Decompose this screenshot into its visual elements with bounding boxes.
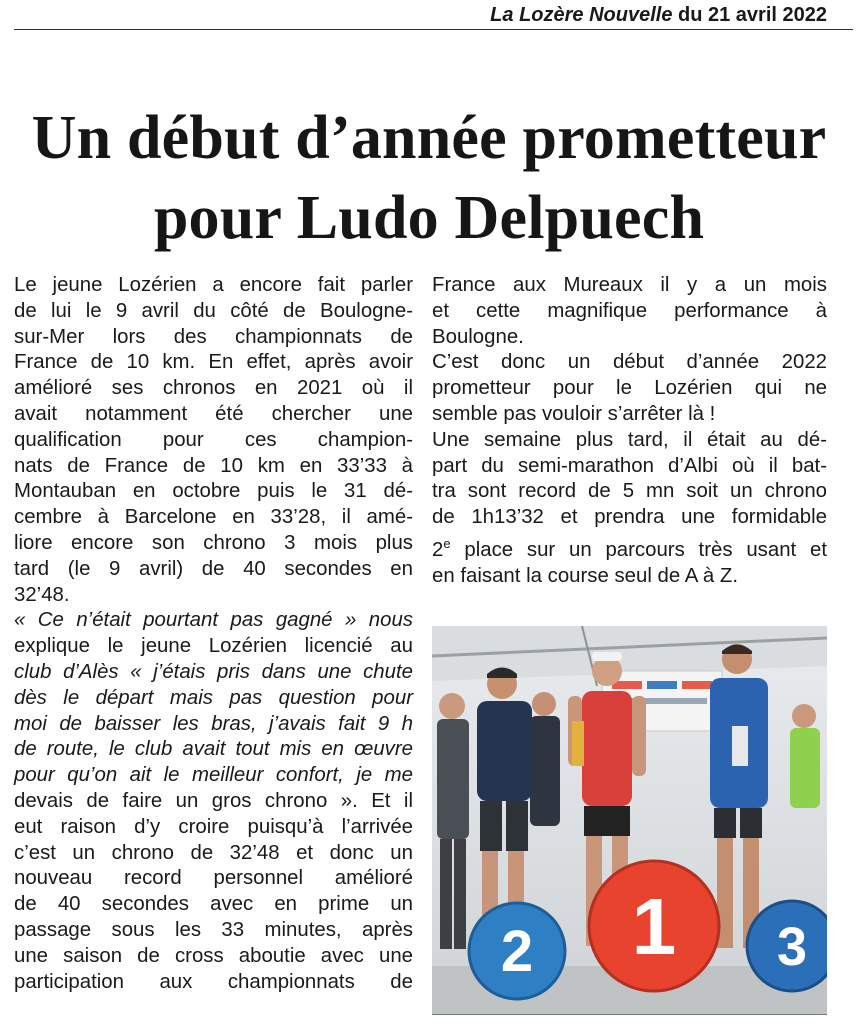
publication-date: du 21 avril 2022: [672, 4, 827, 26]
text-line: eut raison d’y croire puisqu’à l’arrivée: [14, 815, 413, 838]
text-line: avait notamment été chercher une: [14, 402, 413, 425]
header-rule: [14, 29, 853, 30]
quote-line: club d’Alès « j’étais pris dans une chute: [14, 660, 413, 683]
text-line: tard (le 9 avril) de 40 secondes en: [14, 557, 413, 580]
podium-photo: [432, 626, 827, 1015]
header: [490, 4, 827, 27]
quote-line: dès le départ mais pas question pour: [14, 686, 413, 709]
quote-line: pour qu’on ait le meilleur confort, je me: [14, 764, 413, 787]
text-line: part du semi-marathon d’Albi où il bat-: [432, 454, 827, 477]
text-line: tra sont record de 5 mn soit un chrono: [432, 480, 827, 503]
text-line: participation aux championnats de: [14, 970, 413, 993]
text-line: de lui le 9 avril du côté de Boulogne-: [14, 299, 413, 322]
text-line: [432, 531, 827, 564]
text-line: devais de faire un gros chrono ». Et il: [14, 789, 413, 812]
quote-line: moi de baisser les bras, j’avais fait 9 h: [14, 712, 413, 735]
text-fragment: place sur un parcours très usant et: [450, 538, 827, 561]
article-right-column: [432, 273, 827, 589]
text-line: passage sous les 33 minutes, après: [14, 918, 413, 941]
text-line: semble pas vouloir s’arrêter là !: [432, 402, 716, 425]
podium-first-label: 1: [631, 882, 677, 971]
title-line-2: pour Ludo Delpuech: [153, 184, 705, 252]
text-line: nouveau record personnel amélioré: [14, 867, 413, 890]
text-line: et cette magnifique performance à: [432, 299, 827, 322]
article-left-column: [14, 273, 413, 995]
text-line: de 1h13’32 et prendra une formidable: [432, 506, 827, 529]
title-line-1: Un début d’année prometteur: [31, 104, 827, 172]
text-line: liore encore son chrono 3 mois plus: [14, 531, 413, 554]
text-line: Le jeune Lozérien a encore fait parler: [14, 274, 413, 296]
podium-second: [469, 903, 565, 999]
podium-third: [747, 901, 827, 991]
podium-second-label: 2: [500, 919, 534, 984]
text-line: une saison de cross aboutie avec une: [14, 944, 413, 967]
text-line: explique le jeune Lozérien licencié au: [14, 635, 413, 658]
quote-line: de route, le club avait tout mis en œuvre: [14, 738, 413, 761]
text-line: Boulogne.: [432, 325, 524, 348]
publication-name: La Lozère Nouvelle: [490, 4, 673, 26]
text-line: C’est donc un début d’année 2022: [432, 351, 827, 374]
text-line: amélioré ses chronos en 2021 où il: [14, 377, 413, 400]
ordinal-suffix: e: [443, 535, 451, 551]
text-line: France de 10 km. En effet, après avoir: [14, 351, 413, 374]
text-line: c’est un chrono de 32’48 et donc un: [14, 841, 413, 864]
podium-photo-illustration: [432, 626, 827, 1014]
text-line: Montauban en octobre puis le 31 dé-: [14, 480, 413, 503]
article-title: [14, 98, 844, 258]
text-line: sur-Mer lors des championnats de: [14, 325, 413, 348]
text-line: nats de France de 10 km en 33’33 à: [14, 454, 413, 477]
text-line: 32’48.: [14, 583, 70, 606]
ordinal-number: 2: [432, 538, 444, 561]
podium-third-label: 3: [776, 917, 808, 977]
text-line: France aux Mureaux il y a un mois: [432, 274, 827, 296]
podium-first: [589, 861, 719, 991]
text-line: de 40 secondes avec en prime un: [14, 893, 413, 916]
text-line: en faisant la course seul de A à Z.: [432, 564, 739, 587]
text-line: prometteur pour le Lozérien qui ne: [432, 377, 827, 400]
text-line: qualification pour ces champion-: [14, 428, 413, 451]
quote-line: [14, 608, 413, 634]
quote-text: « Ce n’était pourtant pas gagné » nous: [14, 609, 413, 632]
text-line: cembre à Barcelone en 33’28, il amé-: [14, 506, 413, 529]
text-line: Une semaine plus tard, il était au dé-: [432, 428, 827, 451]
